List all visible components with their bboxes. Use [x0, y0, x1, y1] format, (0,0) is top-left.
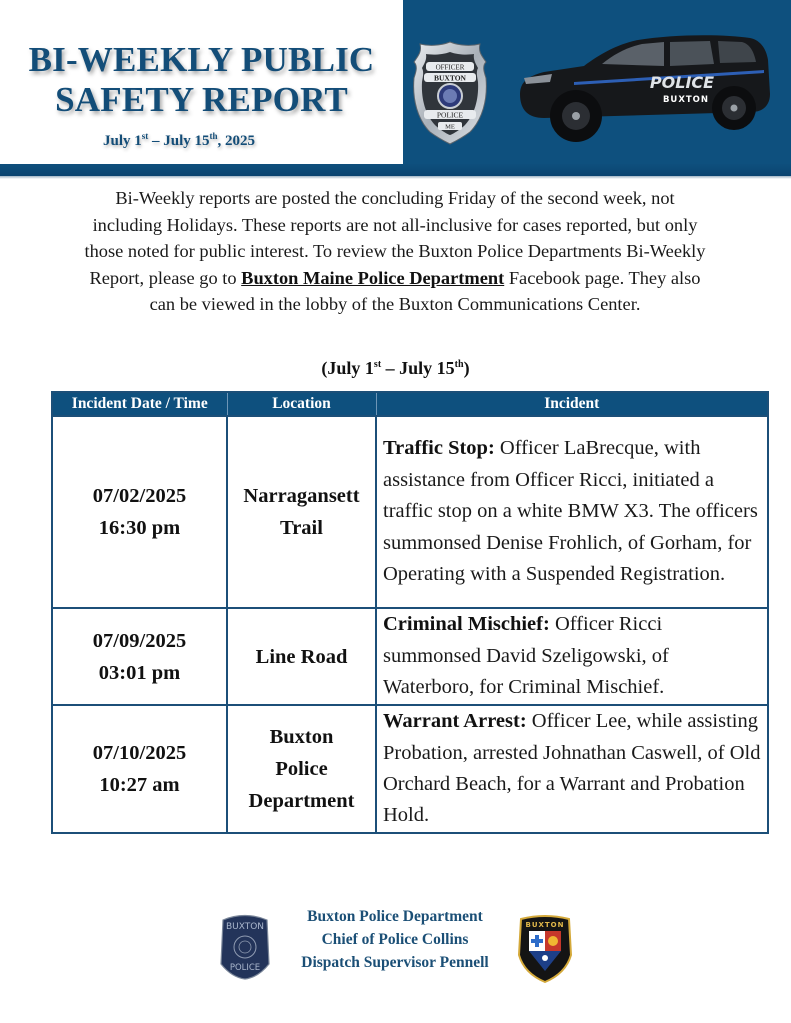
table-row	[52, 705, 768, 833]
report-title-line-2: SAFETY REPORT	[55, 80, 348, 119]
column-header-location: Location	[227, 392, 376, 416]
incident-time: 16:30 pm	[98, 517, 181, 539]
date-dash: –	[148, 133, 164, 149]
incident-date: 07/10/2025	[92, 742, 187, 764]
period-end: – July 15	[381, 358, 455, 378]
period-start-suffix: st	[373, 359, 382, 370]
incident-details: Officer Lee, while assisting Probation, arrested Johnathan Caswell, of Old Orchard Beach, for a Warrant and Probation Hold.	[383, 710, 761, 827]
period-end-suffix: th	[454, 359, 464, 370]
badge-text-officer: OFFICER	[435, 63, 465, 72]
incident-description	[376, 705, 768, 833]
incident-date: 07/09/2025	[92, 629, 187, 652]
date-start: July 1	[103, 133, 142, 149]
patch-text-police: POLICE	[229, 963, 261, 973]
location-line: Line Road	[255, 645, 348, 668]
report-period	[0, 358, 791, 379]
footer-department: Buxton Police Department	[307, 908, 483, 925]
date-year: , 2025	[217, 133, 256, 149]
police-badge-icon	[410, 40, 490, 146]
incident-description	[376, 608, 768, 705]
header-bottom-bar	[0, 164, 791, 176]
incident-details: Officer Ricci summonsed David Szeligowski, of Waterboro, for Criminal Mischief.	[383, 613, 669, 699]
report-title	[0, 40, 403, 120]
location-line: Trail	[280, 517, 323, 539]
incident-table	[51, 391, 769, 834]
date-end-suffix: th	[209, 131, 218, 141]
incident-type: Traffic Stop:	[383, 437, 495, 460]
column-header-incident: Incident	[376, 392, 768, 416]
incident-time: 03:01 pm	[98, 661, 181, 684]
incident-date-time	[52, 608, 227, 705]
report-title-line-1: BI-WEEKLY PUBLIC	[28, 40, 375, 79]
facebook-page-link[interactable]: Buxton Maine Police Department	[241, 267, 505, 288]
intro-text: Bi-Weekly reports are posted the concluding Friday of the second week, not including Holidays. These reports are not all-inclusive for cases reported, but only those noted for public interest. To review the Buxton Police Departments Bi-Weekly Report, please go to	[84, 188, 706, 288]
date-start-suffix: st	[141, 131, 149, 141]
incident-type: Criminal Mischief:	[383, 613, 550, 636]
footer-chief: Chief of Police Collins	[321, 931, 469, 948]
incident-date: 07/02/2025	[92, 485, 187, 507]
patch-text-buxton: BUXTON	[225, 922, 265, 932]
location-line: Narragansett	[243, 485, 360, 507]
footer-dispatch-supervisor: Dispatch Supervisor Pennell	[301, 954, 489, 971]
intro-text-end: Facebook page. They also can be viewed in the lobby of the Buxton Communications Center.	[149, 267, 701, 314]
incident-date-time	[52, 705, 227, 833]
car-decal-police: POLICE	[649, 73, 715, 92]
badge-text-me: ME	[445, 123, 455, 131]
location-line: Buxton	[269, 726, 334, 748]
incident-time: 10:27 am	[99, 774, 180, 796]
report-date-range	[103, 133, 255, 150]
table-row	[52, 416, 768, 608]
period-start: (July 1	[321, 358, 374, 378]
incident-date-time	[52, 416, 227, 608]
badge-text-police: POLICE	[436, 110, 464, 120]
location-line: Police	[275, 758, 328, 780]
footer-contact	[270, 905, 520, 974]
incident-details: Officer LaBrecque, with assistance from Officer Ricci, initiated a traffic stop on a white BMW X3. The officers summonsed Denise Frohlich, of Gorham, for Operating with a Suspended Registration.	[383, 437, 758, 586]
incident-description	[376, 416, 768, 608]
car-decal-buxton: BUXTON	[662, 95, 710, 105]
buxton-emergency-communications-patch-icon	[515, 915, 575, 983]
buxton-police-patch-icon	[219, 914, 271, 980]
incident-location	[227, 608, 376, 705]
table-header-row	[52, 392, 768, 416]
table-row	[52, 608, 768, 705]
column-header-date-time: Incident Date / Time	[52, 392, 227, 416]
location-line: Department	[248, 790, 355, 812]
incident-type: Warrant Arrest:	[383, 710, 527, 733]
incident-location	[227, 705, 376, 833]
header-divider	[0, 176, 791, 179]
report-header	[0, 0, 791, 176]
date-end: July 15	[163, 133, 210, 149]
incident-location	[227, 416, 376, 608]
police-car-image	[514, 32, 772, 148]
intro-paragraph	[80, 185, 710, 318]
period-close: )	[463, 358, 470, 378]
patch-text-buxton: BUXTON	[525, 921, 565, 929]
badge-text-buxton: BUXTON	[434, 73, 466, 83]
